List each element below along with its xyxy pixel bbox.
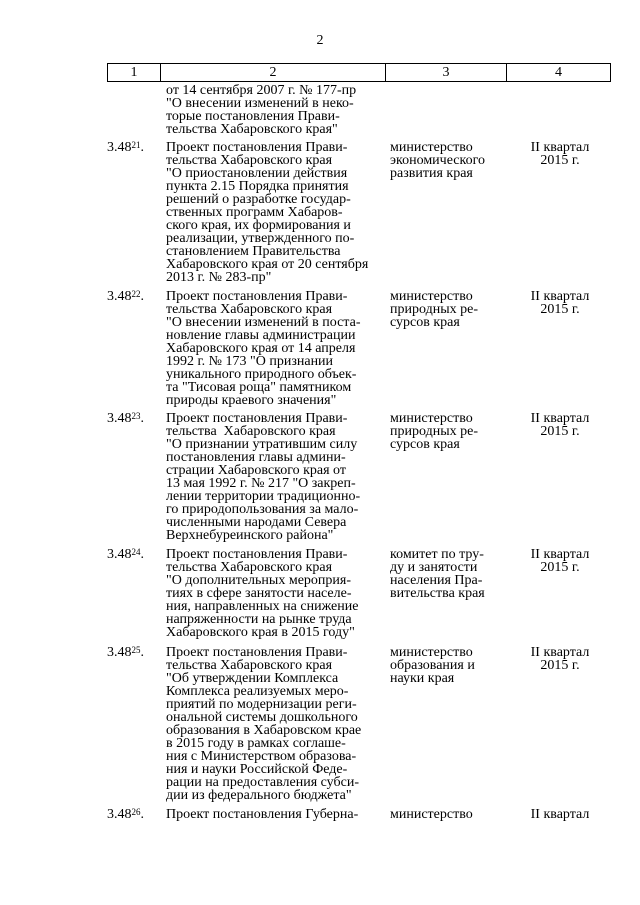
- row-text: Проект постановления Прави- тельства Хабаровского края "О внесении изменений в поста- новление главы администрации Хабаровского края от 14 апреля 1992 г. № 173 "О признании уникального природного объек- та "Тисовая роща" памятником природы краевого значения": [166, 289, 361, 408]
- row-responsible: министерство: [390, 807, 473, 822]
- header-col-1: 1: [108, 64, 161, 82]
- row-text: Проект постановления Прави- тельства Хабаровского края "Об утверждении Комплекса Комплекса реализуемых меро- приятий по модернизации реги- ональной системы дошкольного образования в Хабаровском крае в 2015 году в рамках соглаше- ния с Министерством образова- ния и науки Российской Феде- рации на предоставления субси- дии из федерального бюджета": [166, 645, 362, 803]
- header-col-2: 2: [161, 64, 386, 82]
- row-responsible: министерство образования и науки края: [390, 645, 475, 686]
- row-deadline: II квартал: [530, 807, 590, 822]
- row-deadline: II квартал 2015 г.: [530, 411, 590, 439]
- row-responsible: комитет по тру- ду и занятости населения Пра- вительства края: [390, 547, 485, 601]
- row-text: Проект постановления Прави- тельства Хабаровского края "О признании утратившим силу постановления главы админи- страции Хабаровского края от 13 мая 1992 г. № 217 "О закреп- лении территории традиционно- го природопользования за мало- численными народами Севера Верхнебуреинского района": [166, 411, 361, 543]
- row-number: 3.48$^{23}$.: [107, 411, 144, 426]
- row-deadline: II квартал 2015 г.: [530, 645, 590, 673]
- column-header-table: [107, 63, 611, 82]
- row-number: 3.48$^{22}$.: [107, 289, 144, 304]
- row-text: Проект постановления Прави- тельства Хабаровского края "О дополнительных мероприя- тиях в сфере занятости населе- ния, направленных на снижение напряженности на рынке труда Хабаровского края в 2015 году": [166, 547, 359, 640]
- row-text: Проект постановления Губерна-: [166, 807, 359, 822]
- row-number: 3.48$^{21}$.: [107, 140, 144, 155]
- row-text: Проект постановления Прави- тельства Хабаровского края "О приостановлении действия пункта 2.15 Порядка принятия решений о разработке государ- ственных программ Хабаров- ского края, их формирования и реализации, утвержденного по- становлением Правительства Хабаровского края от 20 сентября 2013 г. № 283-пр": [166, 140, 369, 285]
- row-number: 3.48$^{24}$.: [107, 547, 144, 562]
- row-number-sup: 25: [131, 645, 141, 655]
- header-col-3: 3: [386, 64, 507, 82]
- row-number-sup: 23: [131, 411, 141, 421]
- row-responsible: министерство природных ре- сурсов края: [390, 289, 478, 330]
- row-number-sup: 22: [131, 289, 141, 299]
- row-text: от 14 сентября 2007 г. № 177-пр "О внесении изменений в неко- торые постановления Прави- тельства Хабаровского края": [166, 83, 357, 137]
- header-col-4: 4: [507, 64, 611, 82]
- row-number-sup: 26: [131, 807, 141, 817]
- row-responsible: министерство экономического развития края: [390, 140, 485, 181]
- page-number: 2: [316, 33, 324, 48]
- row-deadline: II квартал 2015 г.: [530, 140, 590, 168]
- row-deadline: II квартал 2015 г.: [530, 289, 590, 317]
- row-responsible: министерство природных ре- сурсов края: [390, 411, 478, 452]
- row-number: 3.48$^{25}$.: [107, 645, 144, 660]
- row-number-sup: 21: [131, 140, 141, 150]
- row-number-sup: 24: [131, 547, 141, 557]
- row-deadline: II квартал 2015 г.: [530, 547, 590, 575]
- row-number: 3.48$^{26}$.: [107, 807, 144, 822]
